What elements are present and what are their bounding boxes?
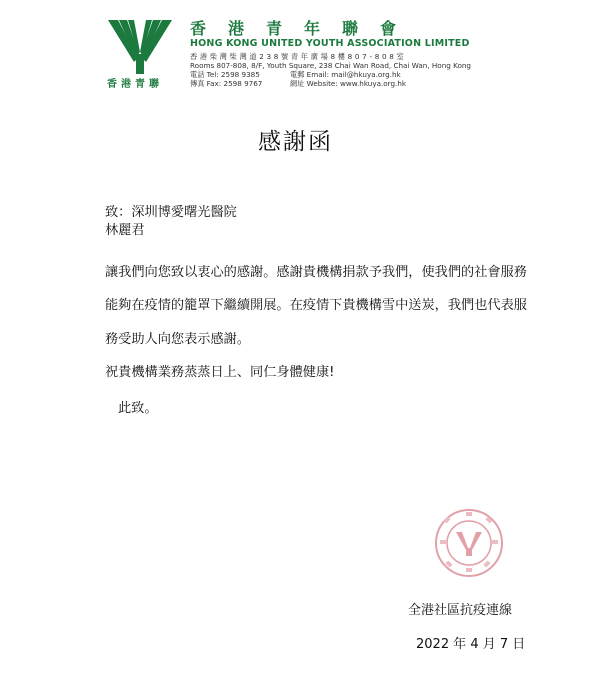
recipient-name: 林麗君 xyxy=(105,223,145,238)
website: 網址 Website: www.hkuya.org.hk xyxy=(290,79,407,88)
paragraph-line: 讓我們向您致以衷心的感謝。感謝貴機構捐款予我們，使我們的社會服務 xyxy=(105,265,527,280)
recipient-organization: 致：深圳博愛曙光醫院 xyxy=(105,205,237,220)
organization-seal-icon xyxy=(434,508,504,578)
paragraph-line: 務受助人向您表示感謝。 xyxy=(105,332,251,347)
signatory: 全港社區抗疫連線 xyxy=(408,603,513,618)
closing-line: 此致。 xyxy=(118,401,158,416)
organization-short-name: 香港青聯 xyxy=(107,79,163,90)
letter-title: 感謝函 xyxy=(258,129,333,155)
letter-date: 2022 年 4 月 7 日 xyxy=(416,637,526,652)
hkuya-logo-icon xyxy=(106,18,174,74)
paragraph-line: 能夠在疫情的籠罩下繼續開展。在疫情下貴機構雪中送炭，我們也代表服 xyxy=(105,298,527,313)
address-zh: 香港柴灣柴灣道238號青年廣場8樓807-808室 xyxy=(190,52,407,61)
fax: 傳真 Fax: 2598 9767 xyxy=(190,79,263,88)
organization-name-zh: 香港青年聯會 xyxy=(190,19,419,38)
telephone: 電話 Tel: 2598 9385 xyxy=(190,70,260,79)
email: 電郵 Email: mail@hkuya.org.hk xyxy=(290,70,401,79)
organization-name-en: HONG KONG UNITED YOUTH ASSOCIATION LIMITED xyxy=(190,38,470,49)
blessing-line: 祝貴機構業務蒸蒸日上、同仁身體健康! xyxy=(105,365,335,380)
address-en: Rooms 807-808, 8/F, Youth Square, 238 Chai Wan Road, Chai Wan, Hong Kong xyxy=(190,61,471,70)
